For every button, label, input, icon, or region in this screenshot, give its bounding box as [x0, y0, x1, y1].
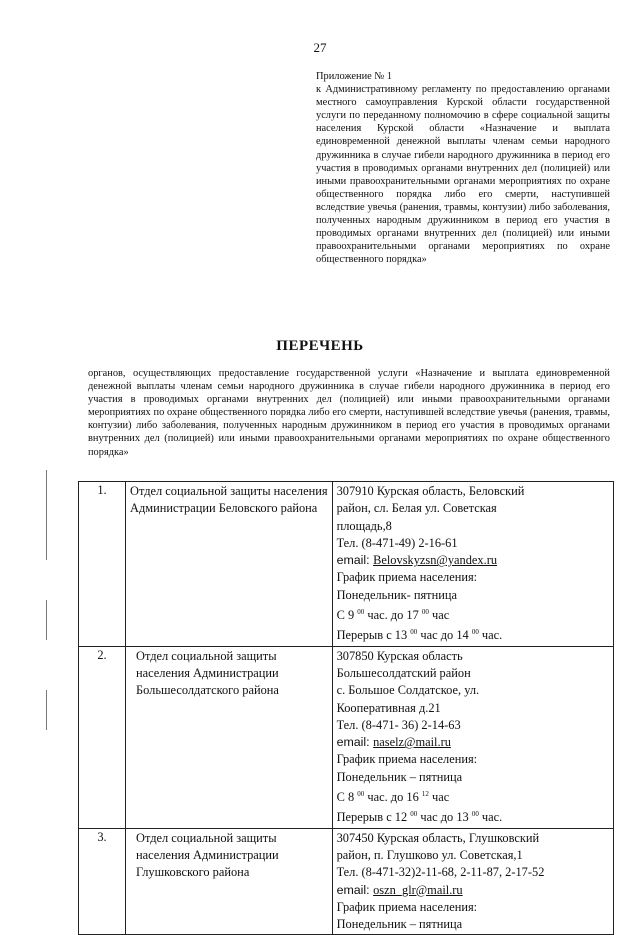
margin-rule	[46, 600, 47, 640]
appendix-body: к Административному регламенту по предоставлению органами местного самоуправления Курской области государственной услуги по переданному полномочию в сфере социальной защиты населения Курской области «Назначение и выплата единовременной денежной выплаты членам семьи народного дружинника в случае гибели народного дружинника в период его участия в проводимых органами внутренних дел (полицией) или иными правоохранительными органами мероприятиях по охране общественного порядка либо его смерти, наступившей вследствие увечья (ранения, травмы, контузии) либо заболевания, полученных народным дружинником в период его участия в проводимых органами внутренних дел (полицией) или иными правоохранительными органами мероприятиях по охране общественного порядка»	[316, 84, 610, 266]
phone: Тел. (8-471-49) 2-16-61	[336, 535, 458, 550]
office-name: Отдел социальной защиты населения Администрации Глушковского района	[126, 828, 333, 935]
email-link[interactable]: naselz@mail.ru	[373, 735, 451, 750]
address-line: Большесолдатский район	[336, 665, 471, 680]
office-contacts	[332, 828, 613, 935]
row-number: 3.	[79, 828, 126, 935]
table-row	[79, 828, 614, 935]
address-line: район, сл. Белая ул. Советская	[336, 501, 497, 516]
office-contacts	[332, 482, 613, 647]
address-line: 307850 Курская область	[336, 648, 463, 663]
office-name: Отдел социальной защиты населения Администрации Беловского района	[126, 482, 333, 647]
row-number: 1.	[79, 482, 126, 647]
address-line: район, п. Глушково ул. Советская,1	[336, 847, 523, 862]
schedule-hours: С 8 $^{00}$ час. до 16 $^{12}$ час	[336, 790, 450, 805]
schedule-break: Перерыв с 12 $^{00}$ час до 13 $^{00}$ час.	[336, 810, 503, 825]
phone: Тел. (8-471-32)2-11-68, 2-11-87, 2-17-52	[336, 865, 545, 880]
document-subtitle: органов, осуществляющих предоставление государственной услуги «Назначение и выплата единовременной денежной выплаты членам семьи народного дружинника в случае гибели народного дружинника в период его участия в проводимых органами внутренних дел (полицией) или иными правоохранительными органами мероприятиях по охране общественного порядка либо его смерти, наступившей вследствие увечья (ранения, травмы, контузии) либо заболевания, полученных народным дружинником в период его участия в проводимых органами внутренних дел (полицией) или иными правоохранительными органами мероприятиях по охране общественного порядка»	[88, 368, 610, 458]
offices-table	[78, 481, 614, 935]
appendix-block	[316, 70, 610, 266]
row-number: 2.	[79, 646, 126, 828]
email-line: email: Belovskyzsn@yandex.ru	[336, 553, 498, 568]
office-contacts	[332, 646, 613, 828]
appendix-title: Приложение № 1	[316, 71, 393, 82]
schedule-hours: С 9 $^{00}$ час. до 17 $^{00}$ час	[336, 608, 450, 623]
address-line: с. Большое Солдатское, ул.	[336, 683, 480, 698]
office-name: Отдел социальной защиты населения Администрации Большесолдатского района	[126, 646, 333, 828]
address-line: 307910 Курская область, Беловский	[336, 484, 525, 498]
margin-rule	[46, 470, 47, 560]
schedule-title: График приема населения:	[336, 752, 478, 767]
email-line: email: oszn_glr@mail.ru	[336, 882, 463, 897]
margin-rule	[46, 690, 47, 730]
address-line: Кооперативная д.21	[336, 700, 441, 715]
schedule-days: Понедельник- пятница	[336, 587, 457, 602]
email-link[interactable]: Belovskyzsn@yandex.ru	[373, 553, 498, 568]
schedule-days: Понедельник – пятница	[336, 917, 463, 932]
schedule-break: Перерыв с 13 $^{00}$ час до 14 $^{00}$ час.	[336, 628, 503, 643]
address-line: площадь,8	[336, 518, 392, 533]
page-number: 27	[313, 40, 327, 55]
email-link[interactable]: oszn_glr@mail.ru	[373, 882, 463, 897]
document-heading: ПЕРЕЧЕНЬ	[276, 338, 364, 354]
table-row	[79, 646, 614, 828]
schedule-title: График приема населения:	[336, 570, 478, 585]
address-line: 307450 Курская область, Глушковский	[336, 830, 540, 845]
email-line: email: naselz@mail.ru	[336, 735, 451, 750]
schedule-title: График приема населения:	[336, 899, 478, 914]
table-row	[79, 482, 614, 647]
phone: Тел. (8-471- 36) 2-14-63	[336, 717, 461, 732]
schedule-days: Понедельник – пятница	[336, 769, 463, 784]
